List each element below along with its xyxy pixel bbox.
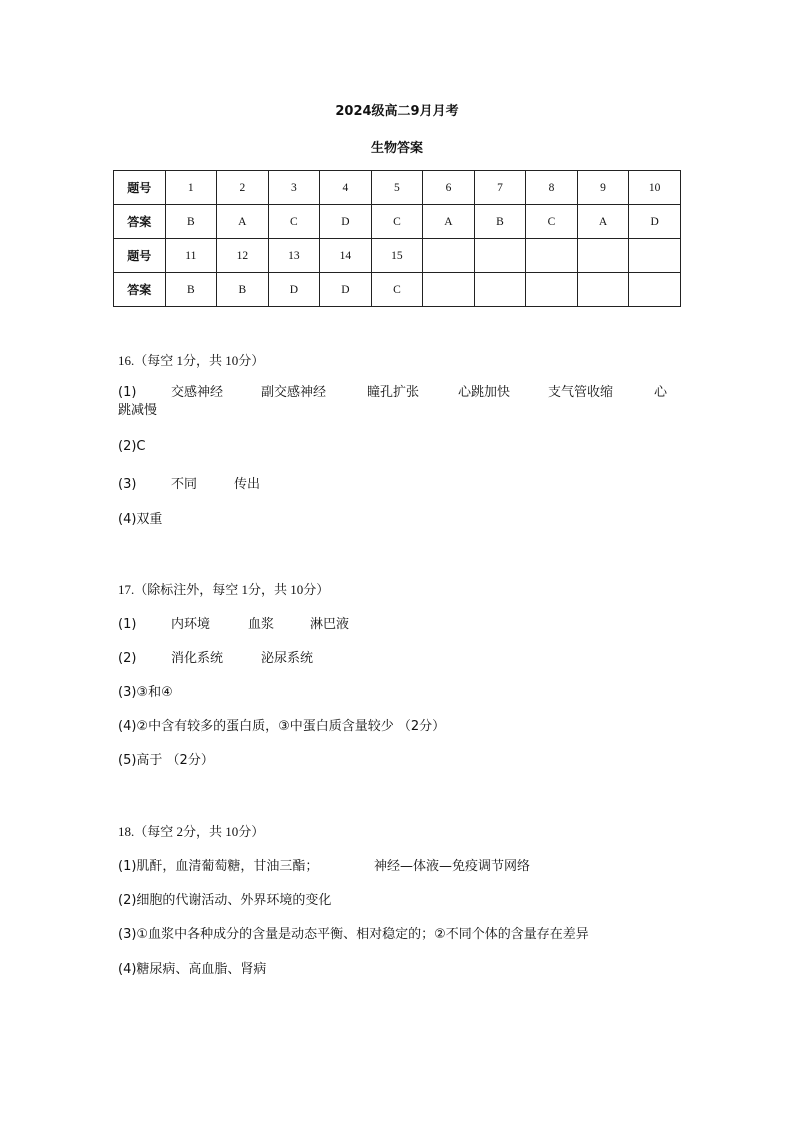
part-label: (1) — [118, 617, 137, 632]
part-label: (2) — [118, 651, 137, 666]
part-label: (3) — [118, 477, 137, 492]
answer-term: 血浆 — [248, 617, 275, 632]
answer-term: 消化系统 — [171, 651, 224, 666]
answer-cell: C — [526, 205, 578, 239]
answer-cell: C — [371, 205, 423, 239]
answer-term: 心 — [654, 385, 668, 400]
row-label: 答案 — [114, 273, 166, 307]
answer-text: (1)肌酐，血清葡萄糖，甘油三酯； — [118, 859, 319, 874]
answer-term: 交感神经 — [171, 385, 224, 400]
q18-part4: (4)糖尿病、高血脂、肾病 — [118, 962, 267, 977]
question-number: 7 — [474, 171, 526, 205]
question-number: 11 — [165, 239, 217, 273]
answer-term: 副交感神经 — [261, 385, 327, 400]
answer-term: 淋巴液 — [310, 617, 350, 632]
answer-term: 泌尿系统 — [261, 651, 314, 666]
answer-cell — [474, 273, 526, 307]
exam-title: 2024级高二9月月考 — [335, 104, 459, 119]
q17-part2 — [118, 647, 313, 666]
q16-part3 — [118, 473, 260, 492]
q17-part3: (3)③和④ — [118, 685, 173, 700]
q17-heading: 17.（除标注外，每空 1分，共 10分） — [118, 582, 330, 597]
question-number: 3 — [268, 171, 320, 205]
question-number: 2 — [217, 171, 269, 205]
answer-cell — [423, 273, 475, 307]
q17-part4: (4)②中含有较多的蛋白质，③中蛋白质含量较少 （2分） — [118, 719, 446, 734]
answer-term: 支气管收缩 — [548, 385, 614, 400]
q17-part1 — [118, 613, 349, 632]
table-row-answers-1 — [114, 205, 681, 239]
answer-cell: D — [320, 205, 372, 239]
row-label: 题号 — [114, 239, 166, 273]
answer-cell — [629, 273, 681, 307]
question-number — [577, 239, 629, 273]
question-number — [526, 239, 578, 273]
answer-cell: D — [268, 273, 320, 307]
q18-part3: (3)①血浆中各种成分的含量是动态平衡、相对稳定的；②不同个体的含量存在差异 — [118, 927, 589, 942]
question-number: 12 — [217, 239, 269, 273]
answer-cell: A — [423, 205, 475, 239]
answer-cell: B — [217, 273, 269, 307]
question-number: 15 — [371, 239, 423, 273]
answer-cell — [577, 273, 629, 307]
question-number — [474, 239, 526, 273]
q16-part4: (4)双重 — [118, 512, 163, 527]
q18-heading: 18.（每空 2分，共 10分） — [118, 824, 265, 839]
table-row-numbers-2 — [114, 239, 681, 273]
question-number: 4 — [320, 171, 372, 205]
answer-cell: B — [165, 205, 217, 239]
question-number: 9 — [577, 171, 629, 205]
q16-part1 — [118, 384, 678, 420]
answer-term: 不同 — [171, 477, 198, 492]
answer-cell: B — [165, 273, 217, 307]
answer-term: 传出 — [234, 477, 261, 492]
subject-title: 生物答案 — [370, 141, 423, 156]
answer-cell — [526, 273, 578, 307]
question-number: 5 — [371, 171, 423, 205]
question-number — [423, 239, 475, 273]
q17-part5: (5)高于 （2分） — [118, 753, 214, 768]
answer-table — [113, 170, 681, 307]
answer-cell: B — [474, 205, 526, 239]
question-number: 6 — [423, 171, 475, 205]
answer-cell: A — [577, 205, 629, 239]
q16-part2: (2)C — [118, 439, 146, 454]
question-number: 13 — [268, 239, 320, 273]
row-label: 题号 — [114, 171, 166, 205]
part-label: (1) — [118, 385, 137, 400]
answer-term: 内环境 — [171, 617, 211, 632]
answer-cell: C — [268, 205, 320, 239]
q16-heading: 16.（每空 1分，共 10分） — [118, 353, 265, 368]
answer-term: 心跳加快 — [458, 385, 511, 400]
table-row-answers-2 — [114, 273, 681, 307]
answer-cell: A — [217, 205, 269, 239]
answer-term: 瞳孔扩张 — [367, 385, 420, 400]
question-number — [629, 239, 681, 273]
table-row-numbers-1 — [114, 171, 681, 205]
answer-cell: D — [320, 273, 372, 307]
question-number: 8 — [526, 171, 578, 205]
question-number: 1 — [165, 171, 217, 205]
question-number: 10 — [629, 171, 681, 205]
q18-part1 — [118, 855, 530, 874]
row-label: 答案 — [114, 205, 166, 239]
answer-cell: D — [629, 205, 681, 239]
answer-term-continuation: 跳减慢 — [118, 403, 158, 418]
answer-cell: C — [371, 273, 423, 307]
q18-part2: (2)细胞的代谢活动、外界环境的变化 — [118, 893, 332, 908]
answer-text: 神经—体液—免疫调节网络 — [374, 859, 531, 874]
question-number: 14 — [320, 239, 372, 273]
